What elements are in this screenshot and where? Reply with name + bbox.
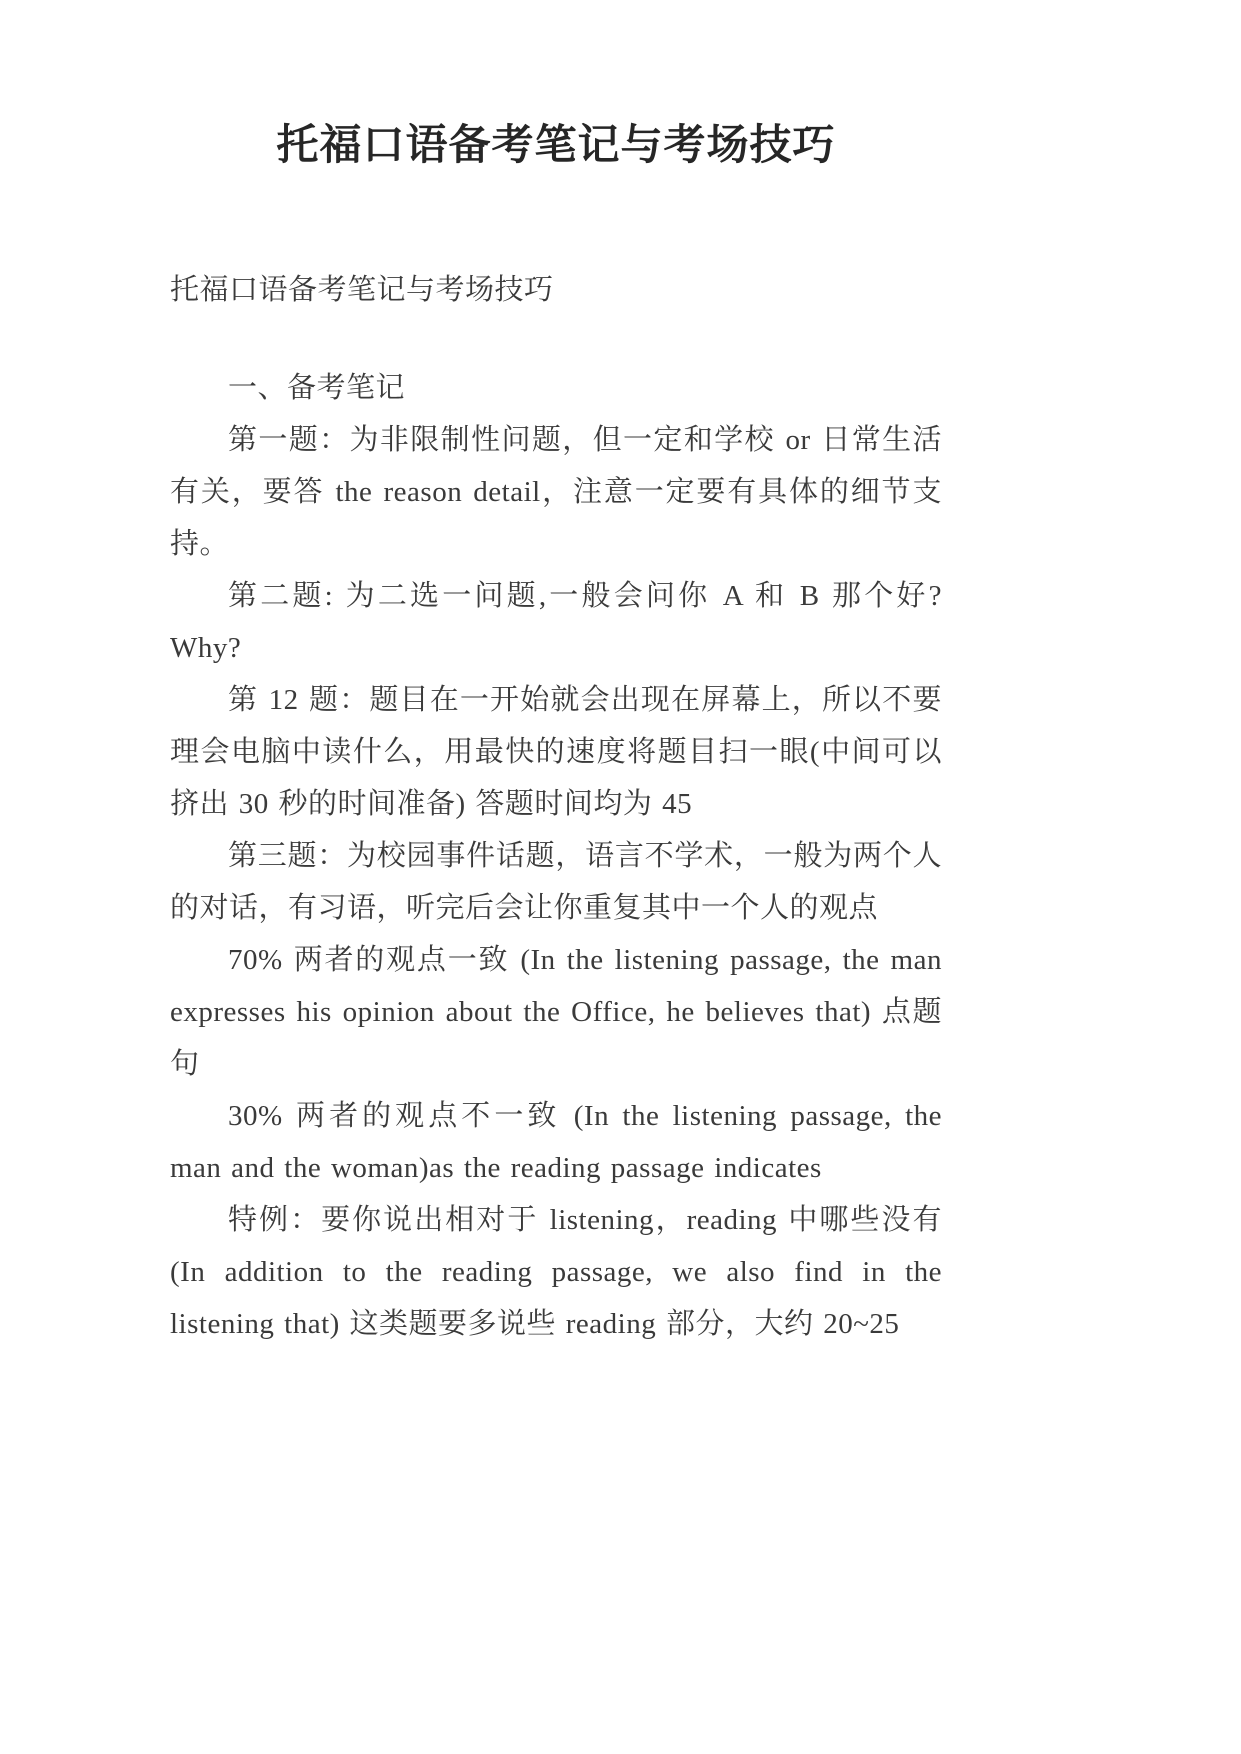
paragraph-question-12: 第 12 题：题目在一开始就会出现在屏幕上，所以不要理会电脑中读什么，用最快的速度将题目扫一眼(中间可以挤出 30 秒的时间准备) 答题时间均为 45 <box>170 684 942 820</box>
paragraph-section-heading: 一、备考笔记 <box>228 372 406 404</box>
paragraph-70-percent: 70% 两者的观点一致 (In the listening passage, the man expresses his opinion about the Office, he believes that) 点题句 <box>170 944 942 1080</box>
document-body <box>170 264 942 1350</box>
paragraph-special-case: 特例：要你说出相对于 listening，reading 中哪些没有(In addition to the reading passage, we also find in the listening that) 这类题要多说些 reading 部分，大约 20~25 <box>170 1204 942 1340</box>
paragraph-30-percent: 30% 两者的观点不一致 (In the listening passage, the man and the woman)as the reading passage indicates <box>170 1100 942 1184</box>
paragraph-subtitle: 托福口语备考笔记与考场技巧 <box>170 274 554 306</box>
paragraph-question-1: 第一题：为非限制性问题，但一定和学校 or 日常生活有关，要答 the reason detail，注意一定要有具体的细节支持。 <box>170 424 942 560</box>
paragraph-question-2: 第二题: 为二选一问题,一般会问你 A 和 B 那个好? Why? <box>170 580 942 664</box>
paragraph-question-3: 第三题：为校园事件话题，语言不学术，一般为两个人的对话，有习语，听完后会让你重复其中一个人的观点 <box>170 840 942 924</box>
document-title: 托福口语备考笔记与考场技巧 <box>276 123 836 169</box>
